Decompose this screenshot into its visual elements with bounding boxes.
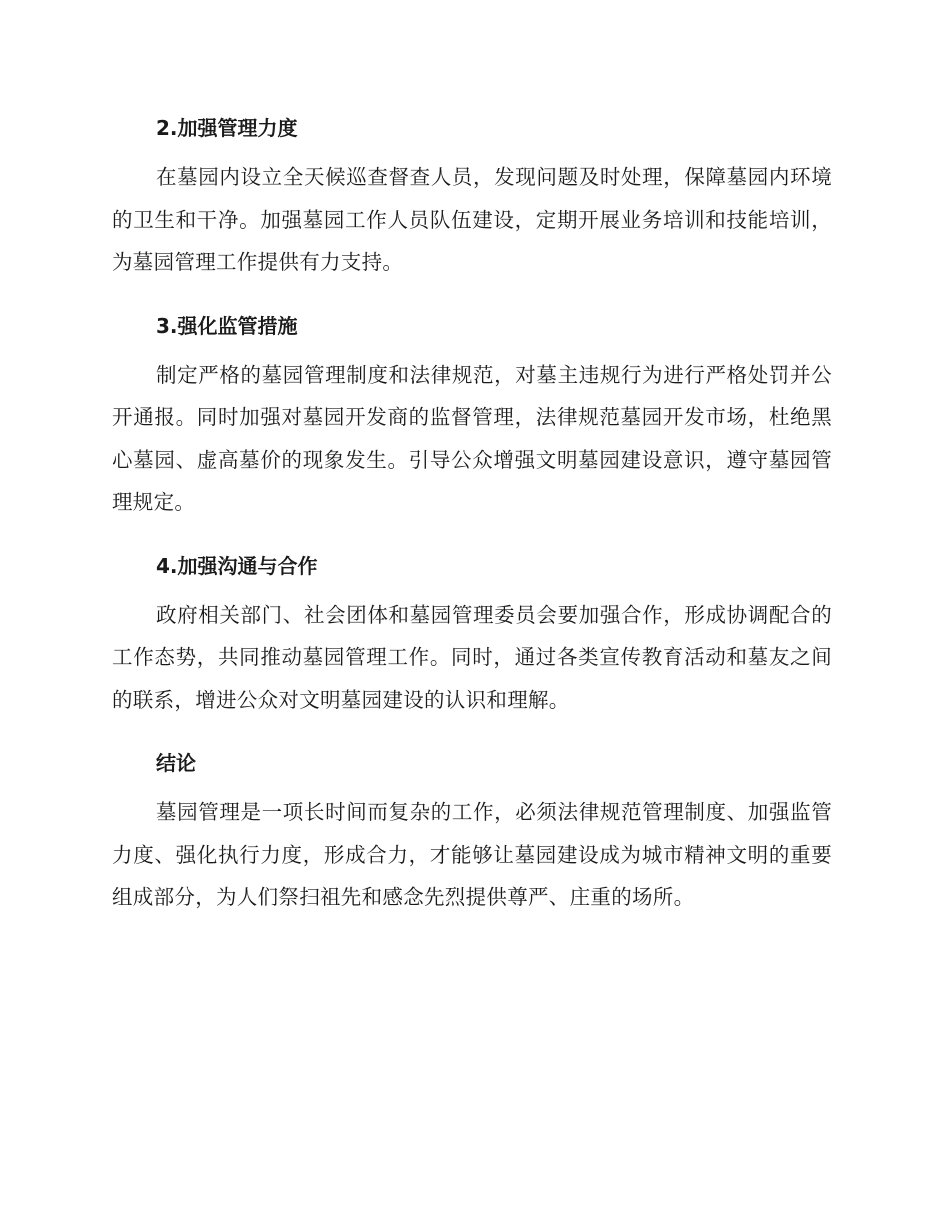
section-management-strength bbox=[112, 108, 832, 284]
section-supervision-measures bbox=[112, 306, 832, 524]
section-heading: 4.加强沟通与合作 bbox=[156, 553, 318, 578]
document-page bbox=[112, 108, 832, 941]
section-heading: 2.加强管理力度 bbox=[156, 116, 298, 140]
section-heading: 结论 bbox=[156, 751, 196, 775]
section-paragraph: 政府相关部门、社会团体和墓园管理委员会要加强合作，形成协调配合的工作态势，共同推动墓园管理工作。同时，通过各类宣传教育活动和墓友之间的联系，增进公众对文明墓园建设的认识和理解。 bbox=[112, 602, 832, 712]
section-communication-cooperation bbox=[112, 546, 832, 722]
section-paragraph: 墓园管理是一项长时间而复杂的工作，必须法律规范管理制度、加强监管力度、强化执行力度，形成合力，才能够让墓园建设成为城市精神文明的重要组成部分，为人们祭扫祖先和感念先烈提供尊严、庄重的场所。 bbox=[112, 800, 832, 909]
section-conclusion bbox=[112, 743, 832, 919]
section-paragraph: 制定严格的墓园管理制度和法律规范，对墓主违规行为进行严格处罚并公开通报。同时加强对墓园开发商的监督管理，法律规范墓园开发市场，杜绝黑心墓园、虚高墓价的现象发生。引导公众增强文明墓园建设意识，遵守墓园管理规定。 bbox=[112, 362, 832, 514]
section-paragraph: 在墓园内设立全天候巡查督查人员，发现问题及时处理，保障墓园内环境的卫生和干净。加强墓园工作人员队伍建设，定期开展业务培训和技能培训，为墓园管理工作提供有力支持。 bbox=[112, 165, 832, 274]
section-heading: 3.强化监管措施 bbox=[156, 313, 298, 338]
